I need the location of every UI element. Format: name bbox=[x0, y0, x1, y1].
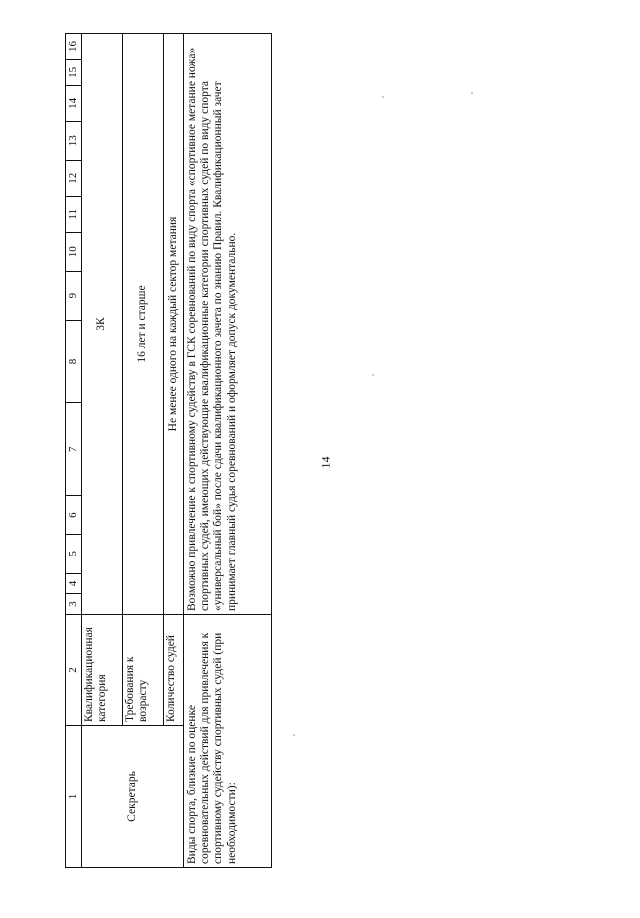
col-header: 4 bbox=[66, 573, 82, 594]
scan-speck bbox=[372, 374, 374, 376]
col-header: 12 bbox=[66, 160, 82, 196]
col-header: 6 bbox=[66, 496, 82, 535]
col-header: 1 bbox=[66, 726, 82, 868]
table-row bbox=[184, 34, 272, 868]
header-row bbox=[66, 34, 82, 868]
col-header: 13 bbox=[66, 121, 82, 160]
related-sports-text: Возможно привлечение к спортивному судейству в ГСК соревнований по виду спорта «спортивное метание ножа» спортивных судей, имеющих действующие квалификационные категории спортивных судей по виду спорта «универсальный бой» после сдачи квалификационного зачета по знанию Правил. Квалификационный зачет принимает главный судья соревнований и оформляет допуск документально. bbox=[184, 34, 272, 615]
page-number-text: 14 bbox=[318, 456, 333, 469]
col-header: 5 bbox=[66, 534, 82, 573]
col-header: 9 bbox=[66, 271, 82, 320]
rotated-table-container bbox=[65, 33, 271, 868]
col-header: 15 bbox=[66, 59, 82, 85]
scan-speck bbox=[382, 96, 384, 98]
col-header: 3 bbox=[66, 594, 82, 615]
row-label: Требования к возрасту bbox=[123, 614, 164, 725]
row-value: 3К bbox=[82, 34, 123, 615]
row-value: 16 лет и старше bbox=[123, 34, 164, 615]
table-row bbox=[82, 34, 123, 868]
col-header: 11 bbox=[66, 196, 82, 232]
col-header: 16 bbox=[66, 34, 82, 60]
row-value: Не менее одного на каждый сектор метания bbox=[164, 34, 184, 615]
col-header: 8 bbox=[66, 320, 82, 403]
row-label: Квалификационная категория bbox=[82, 614, 123, 725]
scan-speck bbox=[471, 92, 473, 94]
col-header: 7 bbox=[66, 403, 82, 496]
related-sports-label: Виды спорта, близкие по оценке соревновательных действий для привлечения к спортивному судейству спортивных судей (при необходимости): bbox=[184, 614, 272, 867]
row-label: Количество судей bbox=[164, 614, 184, 725]
col-header: 14 bbox=[66, 85, 82, 121]
role-cell: Секретарь bbox=[82, 726, 184, 868]
col-header: 10 bbox=[66, 232, 82, 271]
referee-requirements-table bbox=[65, 33, 272, 868]
col-header: 2 bbox=[66, 614, 82, 725]
scan-speck bbox=[293, 734, 295, 736]
